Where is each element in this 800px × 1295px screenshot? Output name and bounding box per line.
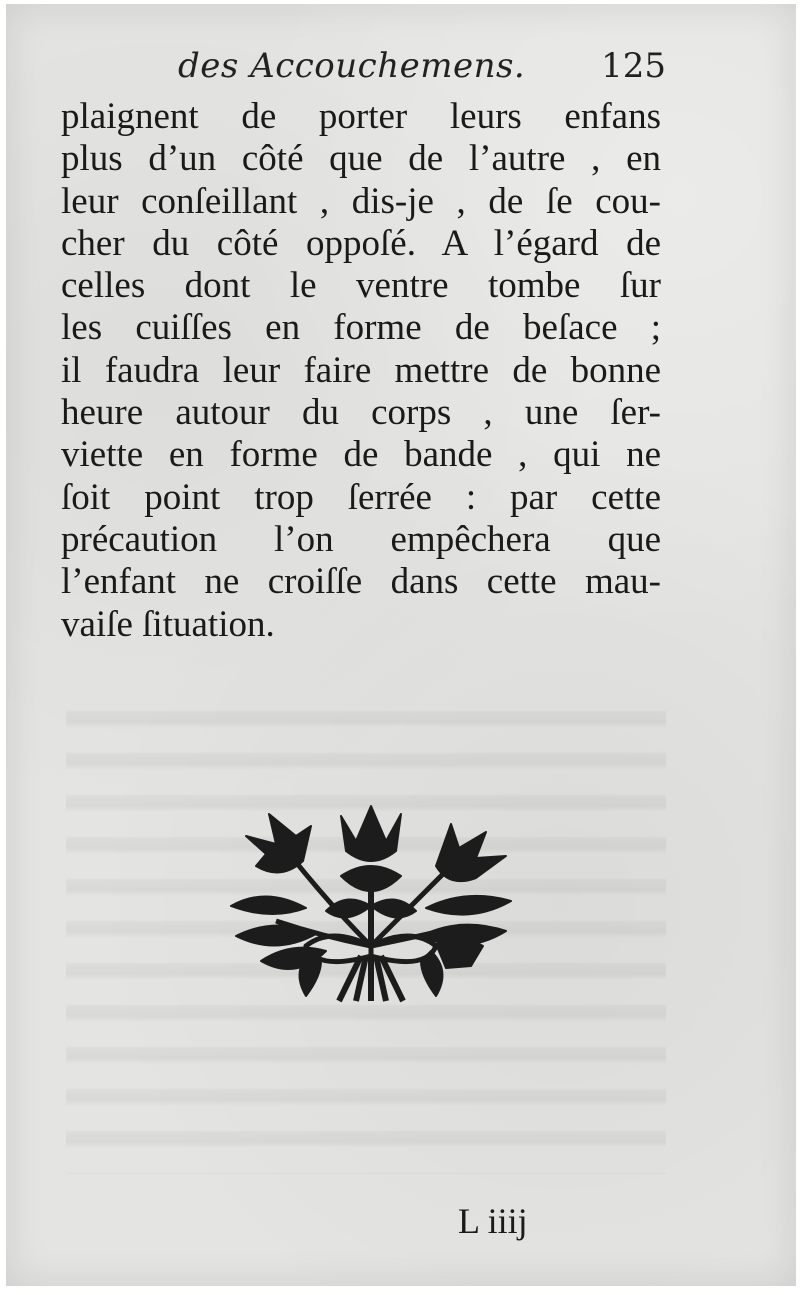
text-line: plaignent de porter leurs enfans (61, 96, 661, 137)
signature-mark: L iiij (458, 1201, 528, 1241)
running-title: des Accouchemens. (178, 46, 526, 86)
running-head (58, 46, 666, 94)
text-line: il faudra leur faire mettre de bonne (61, 349, 661, 391)
book-page (6, 4, 796, 1286)
text-line: viette en forme de bande , qui ne (61, 434, 661, 476)
text-line: vaiſe ſituation. (61, 603, 275, 645)
text-line: précaution l’on empêchera que (61, 518, 661, 560)
page-number: 125 (601, 46, 666, 86)
text-line: les cuiſſes en forme de beſace ; (61, 307, 661, 349)
text-line: l’enfant ne croiſſe dans cette mau- (61, 561, 661, 603)
text-line: ſoit point trop ſerrée : par cette (61, 476, 661, 518)
text-line: heure autour du corps , une ſer- (61, 392, 661, 434)
text-line: cher du côté oppoſé. A l’égard de (61, 222, 661, 264)
body-text (61, 96, 661, 646)
text-line: plus d’un côté que de l’autre , en (61, 138, 661, 180)
floral-bouquet-ornament-icon (221, 796, 521, 1006)
text-line: leur conſeillant , dis-je , de ſe cou- (61, 180, 661, 222)
text-line: celles dont le ventre tombe ſur (61, 265, 661, 307)
